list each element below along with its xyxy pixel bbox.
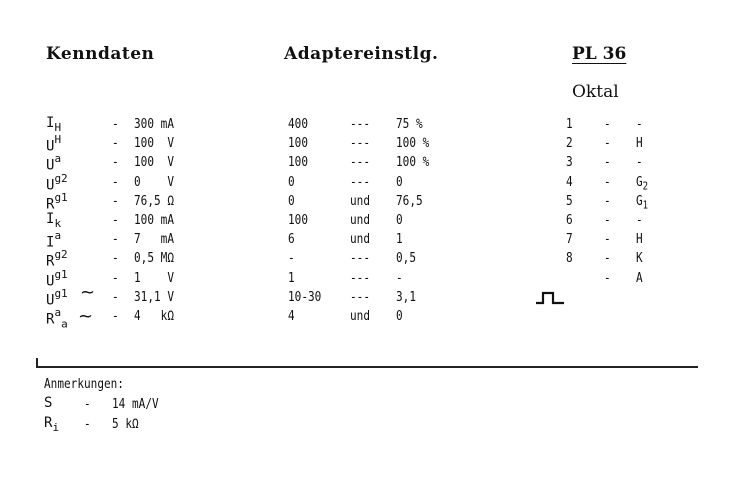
adapter-value-2: 100 % bbox=[396, 135, 430, 152]
adapter-connector: --- bbox=[350, 269, 371, 286]
adapter-value-1: 1 bbox=[288, 269, 295, 286]
quantity-symbol: $R^{g2}$ bbox=[46, 248, 68, 271]
adapter-connector: und bbox=[350, 192, 371, 209]
pin-function: H bbox=[636, 231, 643, 248]
note-symbol: $R_i$ bbox=[44, 415, 60, 434]
quantity-value: 100 mA bbox=[134, 212, 175, 228]
adapter-connector: --- bbox=[350, 288, 371, 305]
quantity-value: 300 mA bbox=[134, 116, 175, 132]
adapter-connector: und bbox=[350, 231, 371, 248]
quantity-symbol: $R^a_a$ bbox=[46, 306, 68, 331]
quantity-value: 100 V bbox=[134, 154, 175, 171]
pin-function: H bbox=[636, 135, 643, 152]
adapter-value-1: 0 bbox=[288, 192, 295, 209]
adapter-value-1: 6 bbox=[288, 231, 295, 248]
equals-dash: - bbox=[112, 231, 119, 248]
pin-number: 5 bbox=[566, 192, 573, 209]
quantity-symbol: $I_H$ bbox=[46, 115, 62, 134]
quantity-symbol: $U^H$ bbox=[46, 133, 62, 155]
pin-number: 1 bbox=[566, 116, 573, 132]
adapter-value-1: 100 bbox=[288, 135, 309, 152]
adapter-value-1: 4 bbox=[288, 308, 295, 324]
notes-title: Anmerkungen: bbox=[44, 376, 124, 392]
adapter-value-2: 3,1 bbox=[396, 288, 417, 305]
note-value: 14 mA/V bbox=[112, 396, 159, 412]
pin-function: K bbox=[636, 250, 643, 267]
quantity-value: 0 V bbox=[134, 173, 175, 190]
pin-number: 3 bbox=[566, 154, 573, 171]
quantity-value: 7 mA bbox=[134, 231, 175, 248]
pin-dash: - bbox=[604, 231, 611, 248]
pin-number: 2 bbox=[566, 135, 573, 152]
equals-dash: - bbox=[112, 250, 119, 267]
socket-type-oktal: Oktal bbox=[572, 82, 619, 102]
quantity-value: 0,5 MΩ bbox=[134, 250, 175, 267]
adapter-value-1: 100 bbox=[288, 154, 309, 171]
quantity-symbol: $U^a$ bbox=[46, 152, 62, 175]
adapter-value-2: 0 bbox=[396, 173, 403, 190]
adapter-connector: und bbox=[350, 212, 371, 228]
quantity-symbol: $U^{g1}$ bbox=[46, 286, 68, 309]
pin-number: 7 bbox=[566, 231, 573, 248]
adapter-connector: --- bbox=[350, 154, 371, 171]
ac-tilde-mark: ~ bbox=[78, 306, 94, 327]
pin-number: 8 bbox=[566, 250, 573, 267]
pin-function: - bbox=[636, 154, 643, 171]
pin-function: - bbox=[636, 212, 643, 228]
adapter-value-2: - bbox=[396, 269, 403, 286]
pin-dash: - bbox=[604, 116, 611, 132]
pin-dash: - bbox=[604, 173, 611, 190]
adapter-value-1: 10-30 bbox=[288, 288, 322, 305]
adapter-value-2: 76,5 bbox=[396, 192, 423, 209]
equals-dash: - bbox=[112, 135, 119, 152]
equals-dash: - bbox=[112, 173, 119, 190]
quantity-value: 76,5 Ω bbox=[134, 192, 175, 209]
tube-type-title: PL 36 bbox=[572, 44, 627, 64]
note-symbol: S bbox=[44, 395, 53, 411]
equals-dash: - bbox=[112, 212, 119, 228]
equals-dash: - bbox=[112, 288, 119, 305]
quantity-symbol: $U^{g1}$ bbox=[46, 267, 68, 290]
pin-function: $G_1$ bbox=[636, 192, 649, 212]
equals-dash: - bbox=[112, 308, 119, 324]
quantity-symbol: $R^{g1}$ bbox=[46, 190, 68, 213]
adapter-connector: --- bbox=[350, 250, 371, 267]
quantity-value: 100 V bbox=[134, 135, 175, 152]
pin-dash: - bbox=[604, 192, 611, 209]
pin-dash: - bbox=[604, 154, 611, 171]
adapter-connector: --- bbox=[350, 173, 371, 190]
adapter-value-1: 400 bbox=[288, 116, 309, 132]
note-equals: - bbox=[84, 416, 91, 432]
note-value: 5 kΩ bbox=[112, 416, 139, 432]
equals-dash: - bbox=[112, 269, 119, 286]
equals-dash: - bbox=[112, 116, 119, 132]
adapter-connector: --- bbox=[350, 116, 371, 132]
quantity-symbol: $I^a$ bbox=[46, 229, 62, 251]
adapter-value-2: 0 bbox=[396, 212, 403, 228]
pin-function: A bbox=[636, 269, 643, 286]
adapter-value-2: 75 % bbox=[396, 116, 423, 132]
pin-dash: - bbox=[604, 269, 611, 286]
pin-dash: - bbox=[604, 250, 611, 267]
adapter-connector: und bbox=[350, 308, 371, 324]
pin-dash: - bbox=[604, 135, 611, 152]
adapter-value-2: 0,5 bbox=[396, 250, 417, 267]
ac-tilde-mark: ~ bbox=[80, 282, 96, 303]
pin-function: $G_2$ bbox=[636, 173, 649, 193]
adapter-value-1: 0 bbox=[288, 173, 295, 190]
quantity-symbol: $I_k$ bbox=[46, 211, 62, 230]
quantity-value: 4 kΩ bbox=[134, 308, 175, 324]
quantity-value: 31,1 V bbox=[134, 288, 175, 305]
quantity-symbol: $U^{g2}$ bbox=[46, 171, 68, 194]
section-divider bbox=[38, 366, 698, 368]
note-equals: - bbox=[84, 396, 91, 412]
pin-function: - bbox=[636, 116, 643, 132]
pin-dash: - bbox=[604, 212, 611, 228]
pin-number: 6 bbox=[566, 212, 573, 228]
pulse-waveform-icon bbox=[534, 290, 566, 306]
adapter-value-2: 1 bbox=[396, 231, 403, 248]
adapter-value-2: 0 bbox=[396, 308, 403, 324]
equals-dash: - bbox=[112, 192, 119, 209]
header-adaptereinstellung: Adaptereinstlg. bbox=[284, 44, 439, 64]
quantity-value: 1 V bbox=[134, 269, 175, 286]
adapter-value-1: 100 bbox=[288, 212, 309, 228]
header-kenndaten: Kenndaten bbox=[46, 44, 155, 64]
pin-number: 4 bbox=[566, 173, 573, 190]
adapter-value-2: 100 % bbox=[396, 154, 430, 171]
equals-dash: - bbox=[112, 154, 119, 171]
adapter-connector: --- bbox=[350, 135, 371, 152]
adapter-value-1: - bbox=[288, 250, 295, 267]
